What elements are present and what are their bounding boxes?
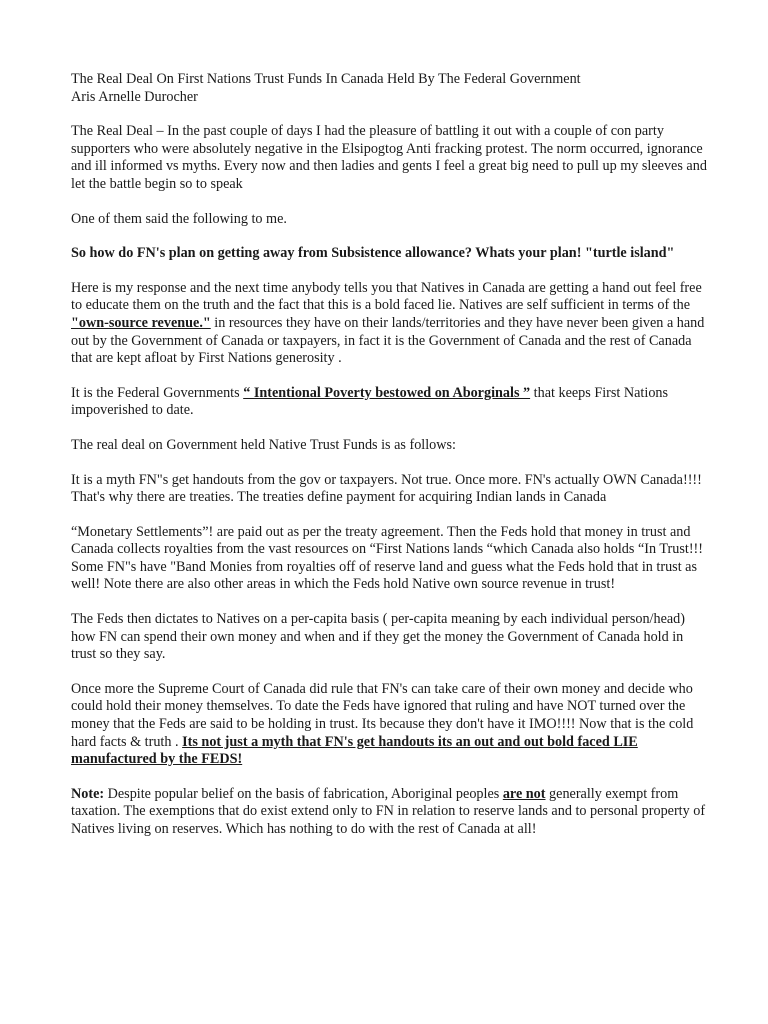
paragraph-real-deal: The real deal on Government held Native Trust Funds is as follows: (71, 436, 456, 453)
emphasis-own-source-revenue: "own-source revenue." (71, 314, 211, 331)
paragraph-note-before: Despite popular belief on the basis of fabrication, Aboriginal peoples (104, 785, 503, 802)
document-page (71, 71, 711, 856)
paragraph-supreme-court (71, 681, 711, 769)
document-author: Aris Arnelle Durocher (71, 88, 198, 105)
paragraph-poverty-after: that keeps First Nations impoverished to date. (71, 384, 669, 419)
paragraph-response (71, 280, 711, 368)
emphasis-are-not: are not (502, 785, 546, 802)
paragraph-note-after: generally exempt from taxation. The exemptions that do exist extend only to FN in relation to reserve lands and to personal property of Natives living on reserves. Which has nothing to do with the rest of Canada at all! (71, 785, 706, 837)
emphasis-intentional-poverty: “ Intentional Poverty bestowed on Aborginals ” (243, 384, 531, 401)
paragraph-response-after: in resources they have on their lands/territories and they have never been given a hand out by the Government of Canada or taxpayers, in fact it is the Government of Canada and the rest of Canada that are kept afloat by First Nations generosity . (71, 314, 705, 367)
paragraph-court-before: Once more the Supreme Court of Canada did rule that FN's can take care of their own money and decide who could hold their money themselves. To date the Feds have ignored that ruling and have NOT turned over the money that the Feds are said to be holding in trust. Its because they don't have it IMO!!!! Now that is the cold hard facts & truth . (71, 680, 694, 750)
quote-question-text: So how do FN's plan on getting away from Subsistence allowance? Whats your plan! "turtle island" (71, 245, 675, 262)
paragraph-poverty-before: It is the Federal Governments (71, 384, 244, 401)
paragraph-intentional-poverty (71, 385, 711, 420)
paragraph-intro: The Real Deal – In the past couple of days I had the pleasure of battling it out with a couple of con party supporters who were absolutely negative in the Elsipogtog Anti fracking protest. The norm occurred, ignorance and ill informed vs myths. Every now and then ladies and gents I feel a great big need to pull up my sleeves and let the battle begin so to speak (71, 123, 707, 192)
paragraph-note (71, 786, 711, 839)
document-header (71, 71, 711, 106)
document-title: The Real Deal On First Nations Trust Funds In Canada Held By The Federal Government (71, 71, 581, 87)
quote-question (71, 245, 711, 263)
paragraph-response-before: Here is my response and the next time anybody tells you that Natives in Canada are getting a hand out feel free to educate them on the truth and the fact that this is a bold faced lie. Natives are self sufficient in terms of the (71, 279, 702, 314)
paragraph-per-capita: The Feds then dictates to Natives on a per-capita basis ( per-capita meaning by each individual person/head) how FN can spend their own money and when and if they get the money the Government of Canada hold in trust so they say. (71, 611, 686, 663)
note-label: Note: (71, 785, 105, 802)
paragraph-myth: It is a myth FN"s get handouts from the gov or taxpayers. Not true. Once more. FN's actually OWN Canada!!!! That's why there are treaties. The treaties define payment for acquiring Indian lands in Canada (71, 471, 702, 506)
paragraph-said: One of them said the following to me. (71, 210, 287, 227)
emphasis-bold-faced-lie: Its not just a myth that FN's get handouts its an out and out bold faced LIE manufactured by the FEDS! (71, 733, 638, 768)
paragraph-monetary-settlements: “Monetary Settlements”! are paid out as per the treaty agreement. Then the Feds hold that money in trust and Canada collects royalties from the vast resources on “First Nations lands “which Canada also holds “In Trust!!! Some FN"s have "Band Monies from royalties off of reserve land and guess what the Feds hold that in trust as well! Note there are also other areas in which the Feds hold Native own source revenue in trust! (71, 523, 703, 593)
